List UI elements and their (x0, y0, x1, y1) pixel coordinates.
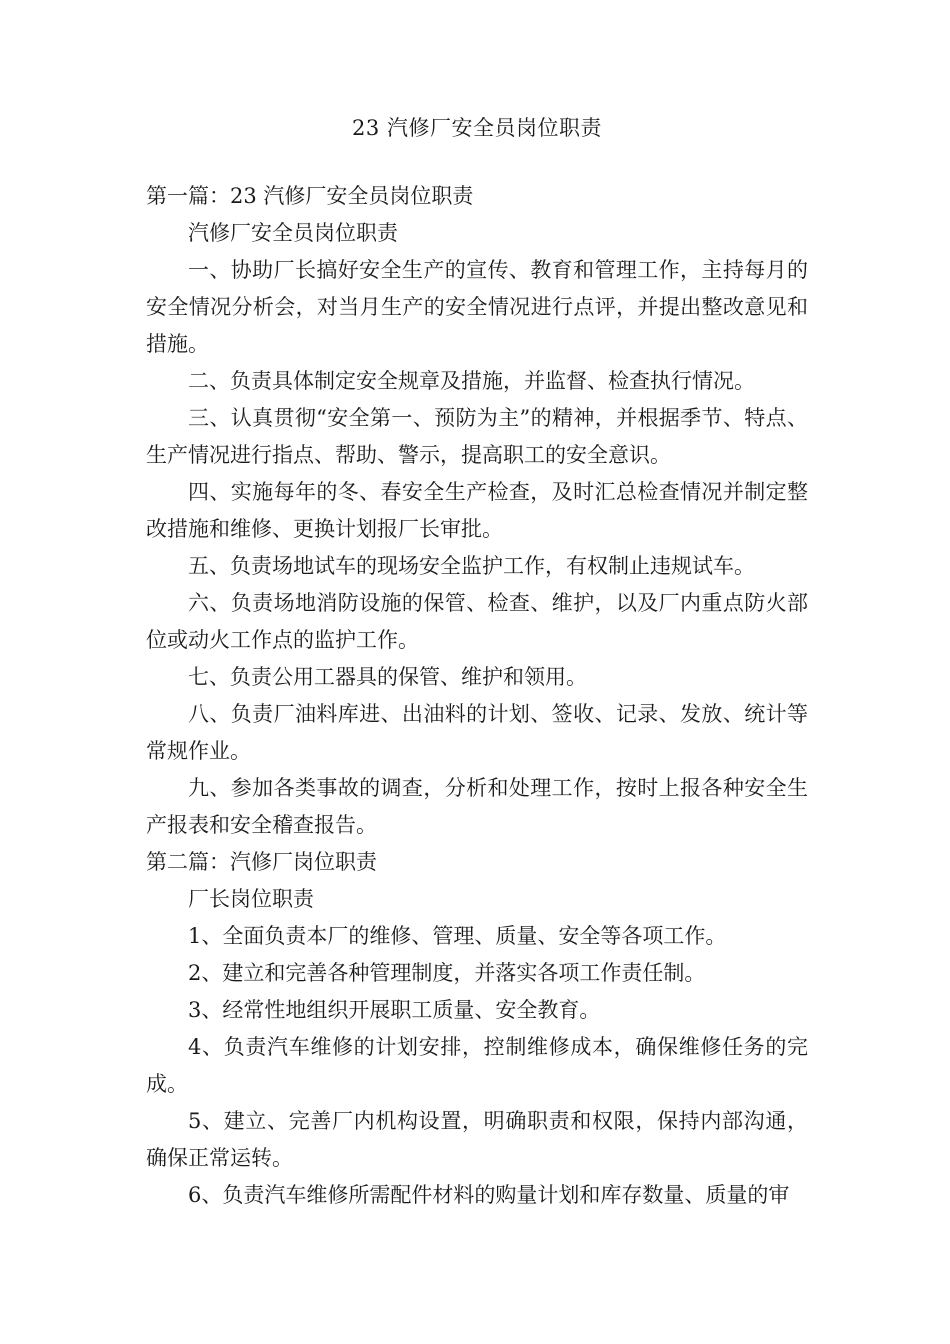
section-subtitle-1: 汽修厂安全员岗位职责 (188, 221, 398, 245)
section-heading-1: 第一篇：23 汽修厂安全员岗位职责 (146, 184, 474, 208)
duty-item: 四、实施每年的冬、春安全生产检查，及时汇总检查情况并制定整改措施和维修、更换计划报厂长审批。 (146, 480, 808, 541)
duty-item: 5、建立、完善厂内机构设置，明确职责和权限，保持内部沟通，确保正常运转。 (146, 1109, 808, 1170)
duty-item: 七、负责公用工器具的保管、维护和领用。 (188, 665, 587, 689)
duty-item: 1、全面负责本厂的维修、管理、质量、安全等各项工作。 (188, 924, 727, 948)
section-heading-2: 第二篇：汽修厂岗位职责 (146, 850, 377, 874)
section-subtitle-2: 厂长岗位职责 (188, 887, 314, 911)
duty-item: 九、参加各类事故的调查，分析和处理工作，按时上报各种安全生产报表和安全稽查报告。 (146, 776, 808, 837)
duty-item: 一、协助厂长搞好安全生产的宣传、教育和管理工作，主持每月的安全情况分析会，对当月生产的安全情况进行点评，并提出整改意见和措施。 (146, 258, 808, 356)
duty-item: 八、负责厂油料库进、出油料的计划、签收、记录、发放、统计等常规作业。 (146, 702, 808, 763)
duty-item: 2、建立和完善各种管理制度，并落实各项工作责任制。 (188, 961, 706, 985)
duty-item: 6、负责汽车维修所需配件材料的购量计划和库存数量、质量的审 (188, 1183, 790, 1207)
duty-item: 4、负责汽车维修的计划安排，控制维修成本，确保维修任务的完成。 (146, 1035, 808, 1096)
duty-item: 3、经常性地组织开展职工质量、安全教育。 (188, 998, 601, 1022)
document-title: 23 汽修厂安全员岗位职责 (352, 116, 602, 140)
duty-item: 二、负责具体制定安全规章及措施，并监督、检查执行情况。 (188, 369, 755, 393)
duty-item: 六、负责场地消防设施的保管、检查、维护，以及厂内重点防火部位或动火工作点的监护工作。 (146, 591, 808, 652)
duty-item: 五、负责场地试车的现场安全监护工作，有权制止违规试车。 (188, 554, 755, 578)
document-page (146, 110, 808, 1214)
duty-item: 三、认真贯彻“安全第一、预防为主”的精神，并根据季节、特点、生产情况进行指点、帮助、警示，提高职工的安全意识。 (146, 406, 808, 467)
